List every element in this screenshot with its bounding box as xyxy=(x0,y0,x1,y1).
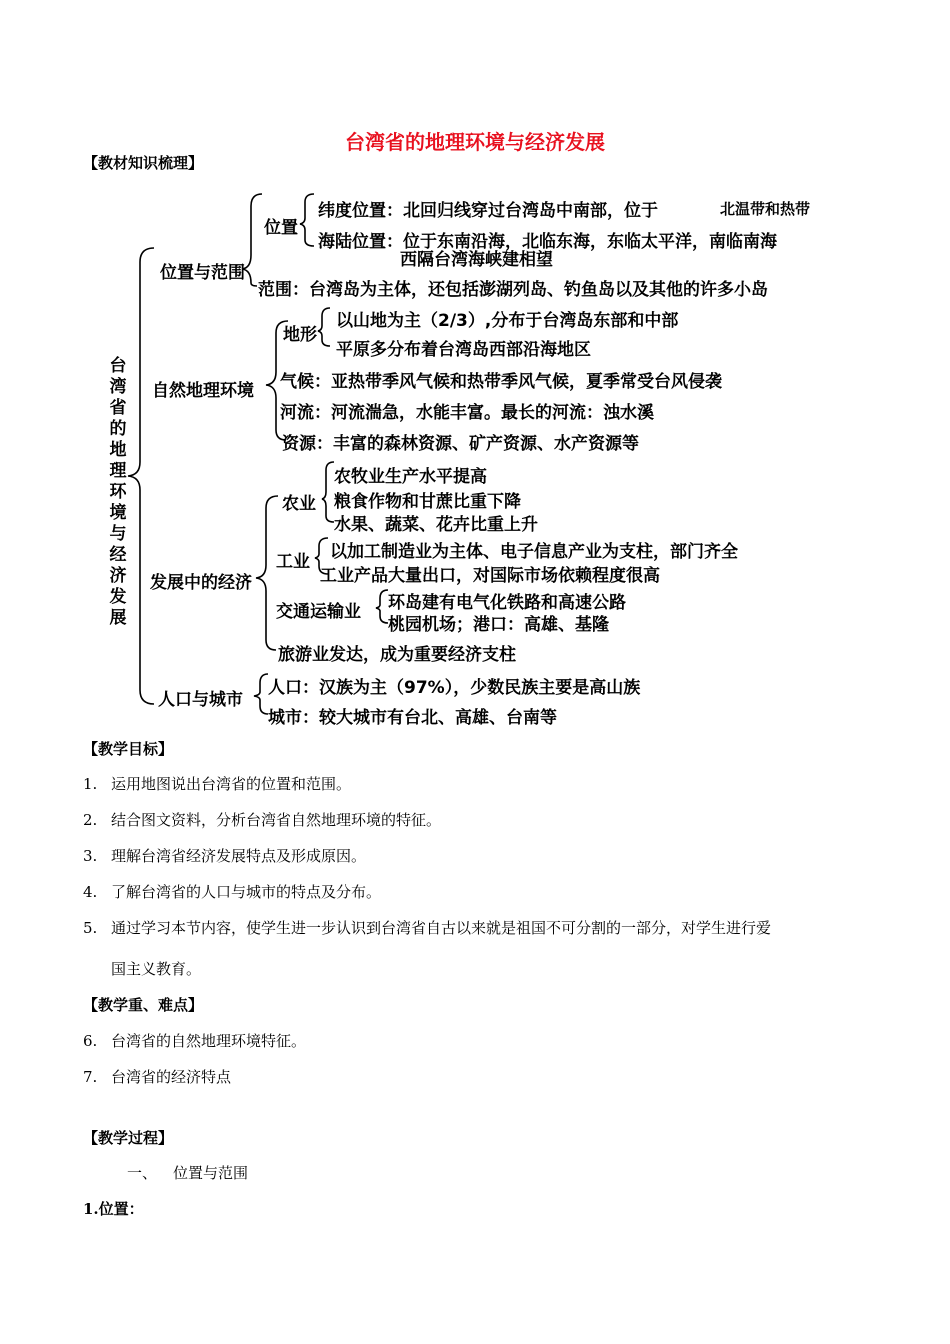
bracket-terrain xyxy=(318,308,330,346)
keypoint-item: 6. 台湾省的自然地理环境特征。 xyxy=(83,1032,307,1050)
mindmap-latitude-fill: 北温带和热带 xyxy=(720,200,811,218)
objective-item-continued: 国主义教育。 xyxy=(111,960,202,978)
objective-item: 3. 理解台湾省经济发展特点及形成原因。 xyxy=(83,847,367,865)
mindmap-industry-label: 工业 xyxy=(276,552,310,572)
mindmap-people: 人口：汉族为主（97%），少数民族主要是高山族 xyxy=(268,678,641,698)
process-heading-num: 一、 xyxy=(127,1164,158,1182)
process-sub-heading: 1.位置： xyxy=(83,1200,144,1218)
mindmap-agri-2: 粮食作物和甘蔗比重下降 xyxy=(334,492,521,512)
mindmap-terrain-label: 地形 xyxy=(283,325,317,345)
bracket-root xyxy=(128,248,154,704)
mindmap-sealand-1: 海陆位置：位于东南沿海，北临东海，东临太平洋，南临南海 xyxy=(318,232,777,252)
process-heading-text: 位置与范围 xyxy=(173,1164,249,1182)
mindmap-river: 河流：河流湍急，水能丰富。最长的河流：浊水溪 xyxy=(280,403,654,423)
section-process: 【教学过程】 xyxy=(83,1129,174,1147)
page-title: 台湾省的地理环境与经济发展 xyxy=(345,130,605,154)
mindmap-position-label: 位置 xyxy=(264,218,298,238)
mindmap-terrain-2: 平原多分布着台湾岛西部沿海地区 xyxy=(336,340,591,360)
objective-item: 5. 通过学习本节内容，使学生进一步认识到台湾省自古以来就是祖国不可分割的一部分，对学生进行爱 xyxy=(83,919,772,937)
mindmap-population-label: 人口与城市 xyxy=(158,690,243,710)
bracket-economy xyxy=(256,496,278,650)
bracket-location xyxy=(242,194,262,286)
section-objectives: 【教学目标】 xyxy=(83,740,174,758)
mindmap-transport-2: 桃园机场；港口：高雄、基隆 xyxy=(388,615,609,635)
mindmap-agri-label: 农业 xyxy=(282,494,316,514)
objective-item: 1. 运用地图说出台湾省的位置和范围。 xyxy=(83,775,352,793)
mindmap-city: 城市：较大城市有台北、高雄、台南等 xyxy=(268,708,557,728)
section-knowledge: 【教材知识梳理】 xyxy=(83,154,204,172)
mindmap-transport-1: 环岛建有电气化铁路和高速公路 xyxy=(388,593,626,613)
mindmap-resource: 资源：丰富的森林资源、矿产资源、水产资源等 xyxy=(282,434,639,454)
mindmap-tourism: 旅游业发达，成为重要经济支柱 xyxy=(278,645,516,665)
section-keypoints: 【教学重、难点】 xyxy=(83,996,204,1014)
mindmap-terrain-1: 以山地为主（2/3）,分布于台湾岛东部和中部 xyxy=(336,311,679,331)
keypoint-item: 7. 台湾省的经济特点 xyxy=(83,1068,232,1086)
objective-item: 4. 了解台湾省的人口与城市的特点及分布。 xyxy=(83,883,382,901)
mindmap-agri-1: 农牧业生产水平提高 xyxy=(334,467,487,487)
mindmap-latitude: 纬度位置：北回归线穿过台湾岛中南部，位于 xyxy=(318,201,658,221)
mindmap-industry-2: 工业产品大量出口，对国际市场依赖程度很高 xyxy=(320,566,660,586)
mindmap-industry-1: 以加工制造业为主体、电子信息产业为支柱，部门齐全 xyxy=(330,542,738,562)
mindmap-location-label: 位置与范围 xyxy=(160,263,245,283)
bracket-agri xyxy=(322,462,334,522)
mindmap-sealand-2: 西隔台湾海峡建相望 xyxy=(400,250,553,270)
mindmap-scope: 范围：台湾岛为主体，还包括澎湖列岛、钓鱼岛以及其他的许多小岛 xyxy=(258,280,768,300)
bracket-transport xyxy=(376,590,388,623)
mindmap-root: 台湾省的地理环境与经济发展 xyxy=(109,356,127,628)
bracket-position xyxy=(300,194,314,246)
mindmap-nature-label: 自然地理环境 xyxy=(152,381,254,401)
mindmap-climate: 气候：亚热带季风气候和热带季风气候，夏季常受台风侵袭 xyxy=(280,372,722,392)
mindmap-agri-3: 水果、蔬菜、花卉比重上升 xyxy=(334,515,538,535)
objective-item: 2. 结合图文资料，分析台湾省自然地理环境的特征。 xyxy=(83,811,442,829)
bracket-population xyxy=(254,674,268,714)
mindmap-economy-label: 发展中的经济 xyxy=(150,573,252,593)
mindmap-transport-label: 交通运输业 xyxy=(276,602,361,622)
